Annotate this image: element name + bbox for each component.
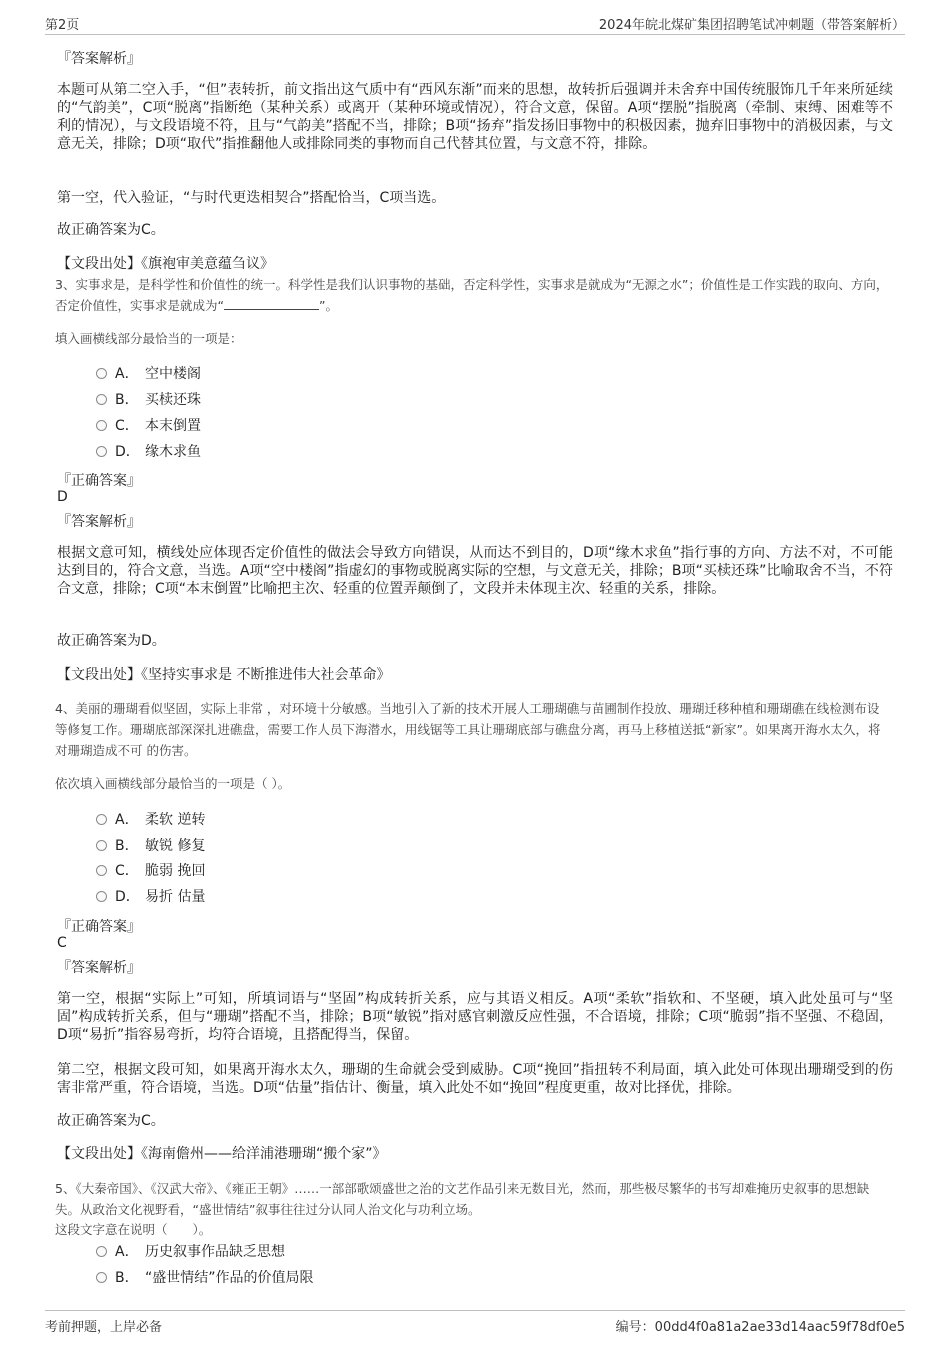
q2-analysis-p2: 第一空，代入验证，“与时代更迭相契合”搭配恰当，C项当选。 (57, 190, 446, 206)
q2-analysis-label: 『答案解析』 (57, 51, 141, 67)
q5-option-a[interactable]: A． 历史叙事作品缺乏思想 (96, 1243, 285, 1261)
q4-option-d[interactable]: D． 易折 估量 (96, 888, 205, 906)
q3-option-a[interactable]: A． 空中楼阁 (96, 365, 201, 383)
footer-slogan: 考前押题，上岸必备 (45, 1320, 163, 1335)
q4-answer-label: 『正确答案』 (57, 919, 141, 935)
q4-option-b[interactable]: B． 敏锐 修复 (96, 837, 205, 855)
q4-analysis-p1: 第一空，根据“实际上”可知，所填词语与“坚固”构成转折关系，应与其语义相反。A项“柔软”指软和、不坚硬，填入此处虽可与“坚固”构成转折关系，但与“珊瑚”搭配不当，排除；B项“敏锐”指对感官刺激反应性强，不合语境，排除；C项“脆弱”指不坚强、不稳固，D项“易折”指容易弯折，均符合语境，且搭配得当，保留。 (57, 991, 893, 1043)
radio-icon[interactable] (96, 814, 107, 825)
q3-option-c[interactable]: C． 本末倒置 (96, 417, 201, 435)
radio-icon[interactable] (96, 1246, 107, 1257)
radio-icon[interactable] (96, 865, 107, 876)
q2-analysis-p1: 本题可从第二空入手，“但”表转折，前文指出这气质中有“西风东渐”而来的思想，故转折后强调并未舍弃中国传统服饰几千年来所延续的“气韵美”，C项“脱离”指断绝（某种关系）或离开（某种环境或情况），符合文意，保留。A项“摆脱”指脱离（牵制、束缚、困难等不利的情况），与文段语境不符，且与“气韵美”搭配不当，排除；B项“扬弃”指发扬旧事物中的积极因素，抛弃旧事物中的消极因素，与文意无关，排除；D项“取代”指推翻他人或排除同类的事物而自己代替其位置，与文意不符，排除。 (57, 82, 893, 152)
q4-prompt: 依次填入画横线部分最恰当的一项是（ ）。 (55, 776, 291, 791)
radio-icon[interactable] (96, 891, 107, 902)
radio-icon[interactable] (96, 394, 107, 405)
radio-icon[interactable] (96, 840, 107, 851)
q4-analysis-label: 『答案解析』 (57, 960, 141, 976)
q3-blank (224, 297, 319, 310)
q3-stem: 3、实事求是，是科学性和价值性的统一。科学性是我们认识事物的基础，否定科学性，实事求是就成为“无源之水”；价值性是工作实践的取向、方向，否定价值性，实事求是就成为“ ”。 (55, 277, 889, 313)
q3-option-d[interactable]: D． 缘木求鱼 (96, 443, 201, 461)
radio-icon[interactable] (96, 1272, 107, 1283)
q5-option-b[interactable]: B． “盛世情结”作品的价值局限 (96, 1269, 314, 1287)
radio-icon[interactable] (96, 420, 107, 431)
document-title: 2024年皖北煤矿集团招聘笔试冲刺题（带答案解析） (598, 18, 905, 33)
radio-icon[interactable] (96, 368, 107, 379)
q3-answer: D (57, 489, 68, 505)
q4-conclusion: 故正确答案为C。 (57, 1113, 165, 1129)
radio-icon[interactable] (96, 446, 107, 457)
q4-stem: 4、美丽的珊瑚看似坚固，实际上非常 ，对环境十分敏感。当地引入了新的技术开展人工珊瑚礁与苗圃制作投放、珊瑚迁移种植和珊瑚礁在线检测布设等修复工作。珊瑚底部深深扎进礁盘，需要工作人员下海潜水，用线锯等工具让珊瑚底部与礁盘分离，再马上移植送抵“新家”。如果离开海水太久，将对珊瑚造成不可 的伤害。 (55, 701, 881, 758)
q2-conclusion: 故正确答案为C。 (57, 222, 165, 238)
q3-conclusion: 故正确答案为D。 (57, 633, 166, 649)
q2-source: 【文段出处】《旗袍审美意蕴刍议》 (57, 256, 274, 272)
q4-source: 【文段出处】《海南儋州——给洋浦港珊瑚“搬个家”》 (57, 1146, 387, 1162)
q5-prompt: 这段文字意在说明（ ）。 (55, 1222, 212, 1237)
q3-answer-label: 『正确答案』 (57, 473, 141, 489)
q4-option-c[interactable]: C． 脆弱 挽回 (96, 862, 205, 880)
q4-option-a[interactable]: A． 柔软 逆转 (96, 811, 205, 829)
q3-analysis-p1: 根据文意可知，横线处应体现否定价值性的做法会导致方向错误，从而达不到目的，D项“缘木求鱼”指行事的方向、方法不对，不可能达到目的，符合文意，当选。A项“空中楼阁”指虚幻的事物或脱离实际的空想，与文意无关，排除；B项“买椟还珠”比喻取舍不当，不符合文意，排除；C项“本末倒置”比喻把主次、轻重的位置弄颠倒了，文段并未体现主次、轻重的关系，排除。 (57, 545, 893, 597)
page-footer (45, 1310, 905, 1335)
q4-analysis-p2: 第二空，根据文段可知，如果离开海水太久，珊瑚的生命就会受到威胁。C项“挽回”指扭转不利局面，填入此处可体现出珊瑚受到的伤害非常严重，符合语境，当选。D项“估量”指估计、衡量，填入此处不如“挽回”程度更重，故对比择优，排除。 (57, 1062, 893, 1096)
q3-prompt: 填入画横线部分最恰当的一项是： (55, 331, 243, 346)
page-number: 第2页 (45, 18, 80, 33)
page-header (45, 12, 905, 35)
q3-source: 【文段出处】《坚持实事求是 不断推进伟大社会革命》 (57, 667, 391, 683)
q4-answer: C (57, 935, 67, 951)
footer-code: 编号：00dd4f0a81a2ae33d14aac59f78df0e5 (615, 1320, 905, 1335)
q3-analysis-label: 『答案解析』 (57, 514, 141, 530)
q3-option-b[interactable]: B． 买椟还珠 (96, 391, 201, 409)
q5-stem: 5、《大秦帝国》、《汉武大帝》、《雍正王朝》……一部部歌颂盛世之治的文艺作品引来无数目光，然而，那些极尽繁华的书写却难掩历史叙事的思想缺失。从政治文化视野看，“盛世情结”叙事往往过分认同人治文化与功利立场。 (55, 1181, 870, 1217)
